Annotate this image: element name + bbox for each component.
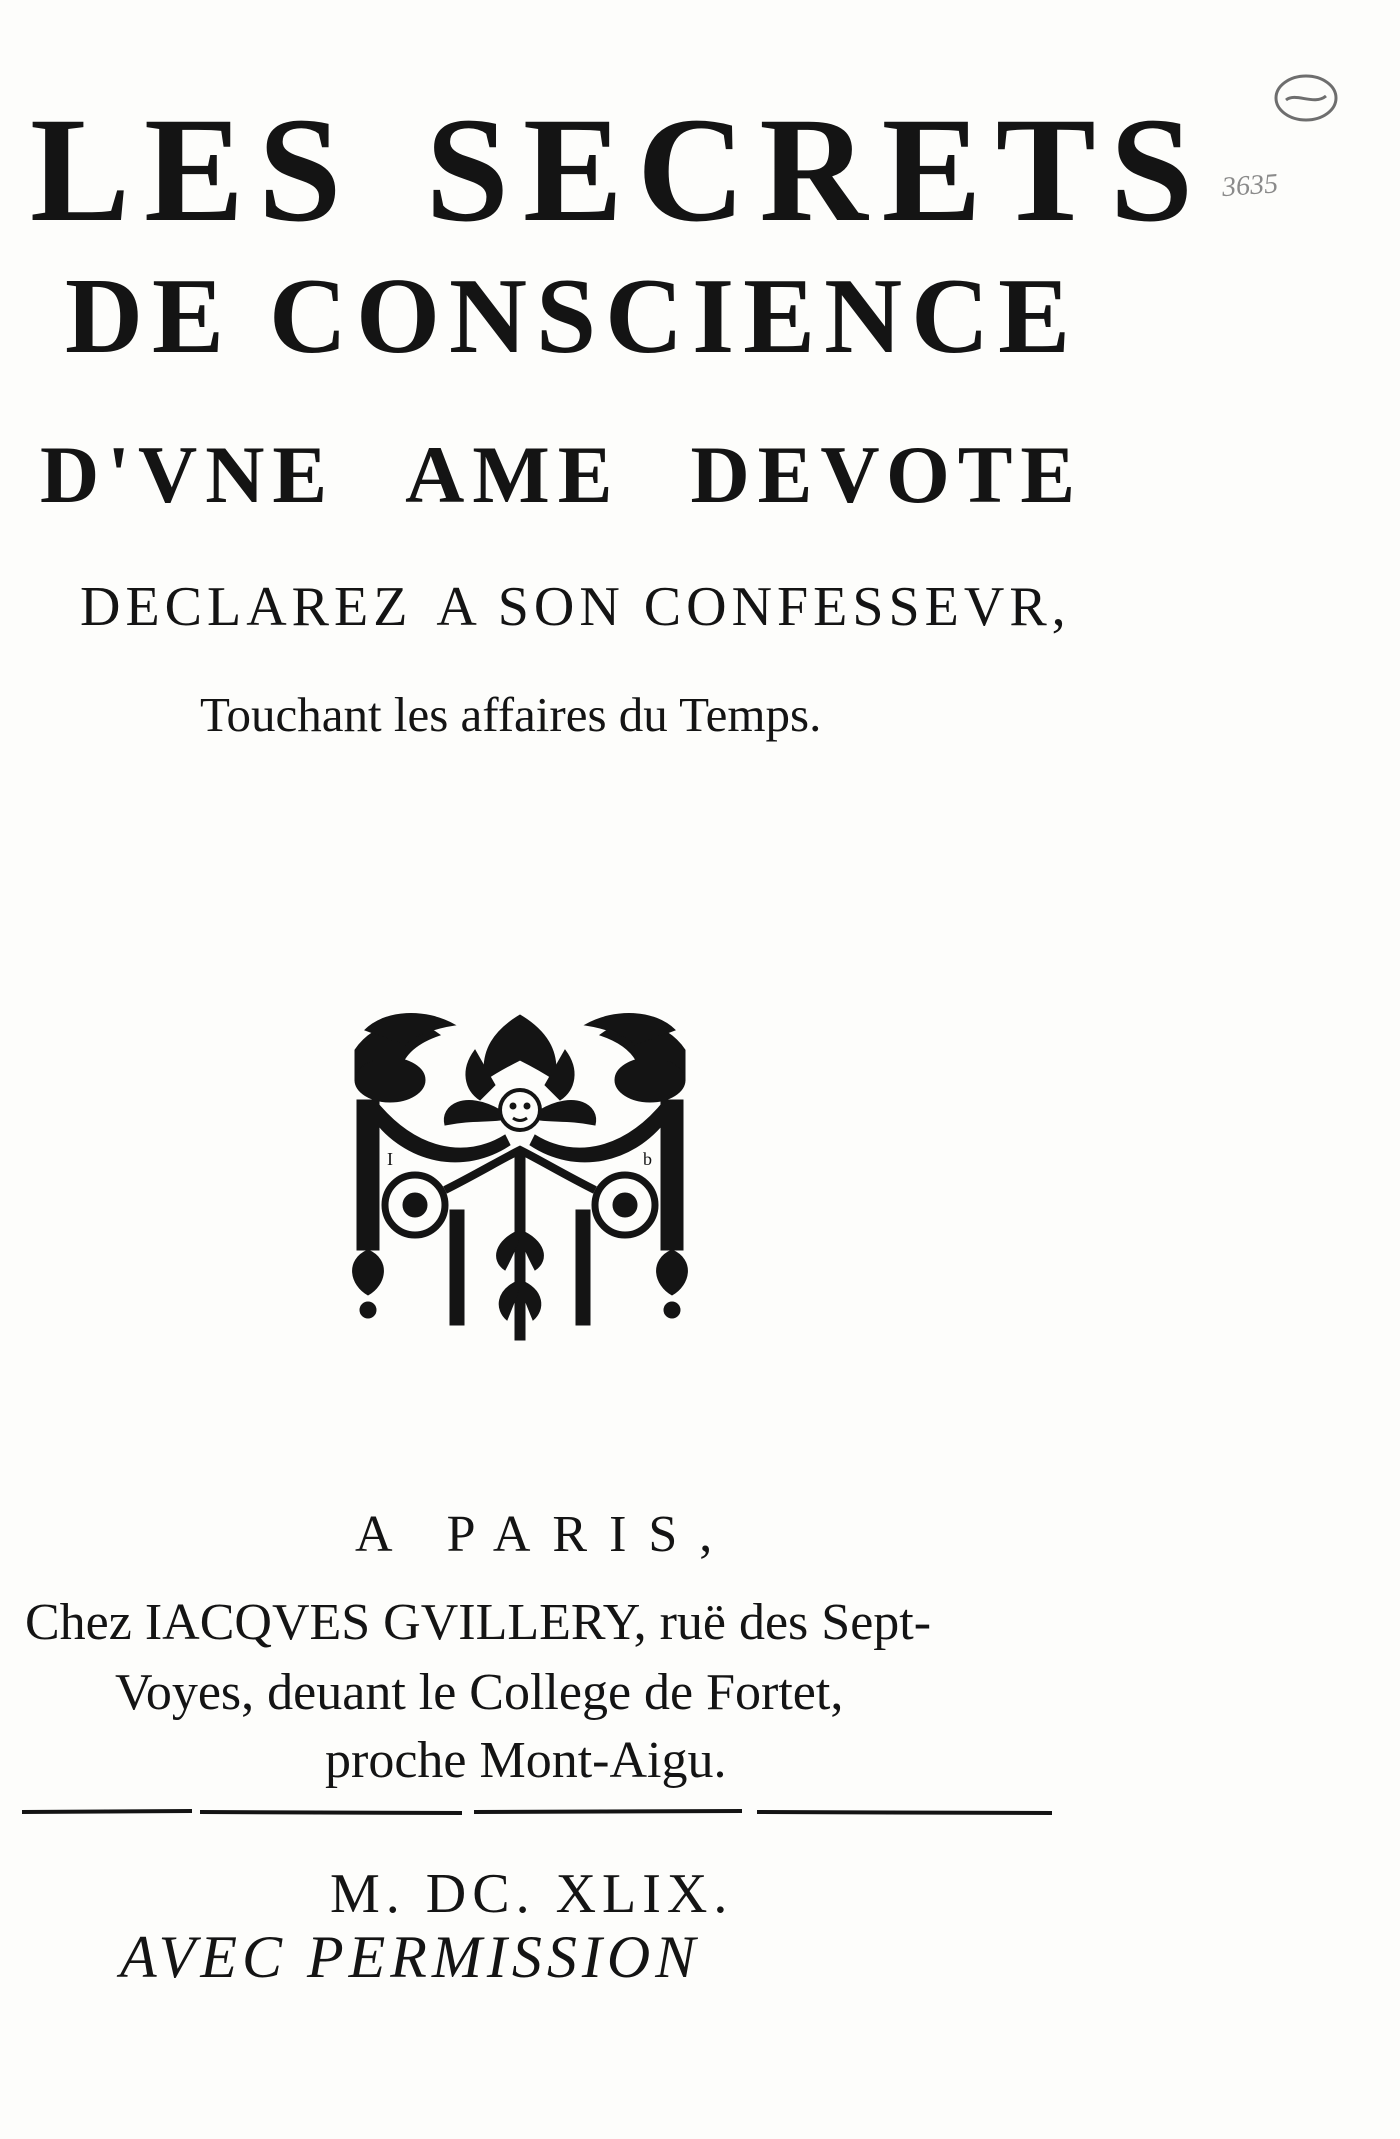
imprint-line-2: Voyes, deuant le College de Fortet, — [115, 1664, 844, 1721]
publication-date: M. DC. XLIX. — [330, 1863, 734, 1925]
imprint-line-3: proche Mont-Aigu. — [325, 1732, 727, 1789]
title-word-declarez: DECLAREZ — [80, 576, 413, 638]
imprint-line-1: Chez IACQVES GVILLERY, ruë des Sept- — [25, 1594, 932, 1651]
title-line-3 — [40, 430, 1090, 520]
title-word-les: LES — [30, 87, 356, 253]
title-phrase-confesseur: A SON CONFESSEVR, — [436, 576, 1071, 638]
library-stamp-icon — [1270, 70, 1342, 126]
title-line-4 — [80, 575, 1071, 639]
floral-tailpiece-icon — [345, 1010, 695, 1350]
ornament-letter-right: b — [643, 1149, 652, 1169]
title-word-secrets: SECRETS — [425, 87, 1208, 253]
title-line-2: DE CONSCIENCE — [65, 257, 1080, 376]
title-word-ame: AME — [405, 429, 621, 520]
title-word-dune: D'VNE — [40, 429, 336, 520]
permission-notice: AVEC PERMISSION — [120, 1924, 701, 1990]
title-line-1 — [30, 87, 1208, 253]
title-word-devote: DEVOTE — [690, 429, 1084, 520]
imprint-place: A PARIS, — [355, 1506, 735, 1563]
pencil-shelfmark: 3635 — [1220, 168, 1280, 204]
ornament-letter-left: I — [387, 1149, 393, 1169]
divider-rule — [22, 1808, 1052, 1816]
subtitle: Touchant les affaires du Temps. — [200, 687, 822, 742]
